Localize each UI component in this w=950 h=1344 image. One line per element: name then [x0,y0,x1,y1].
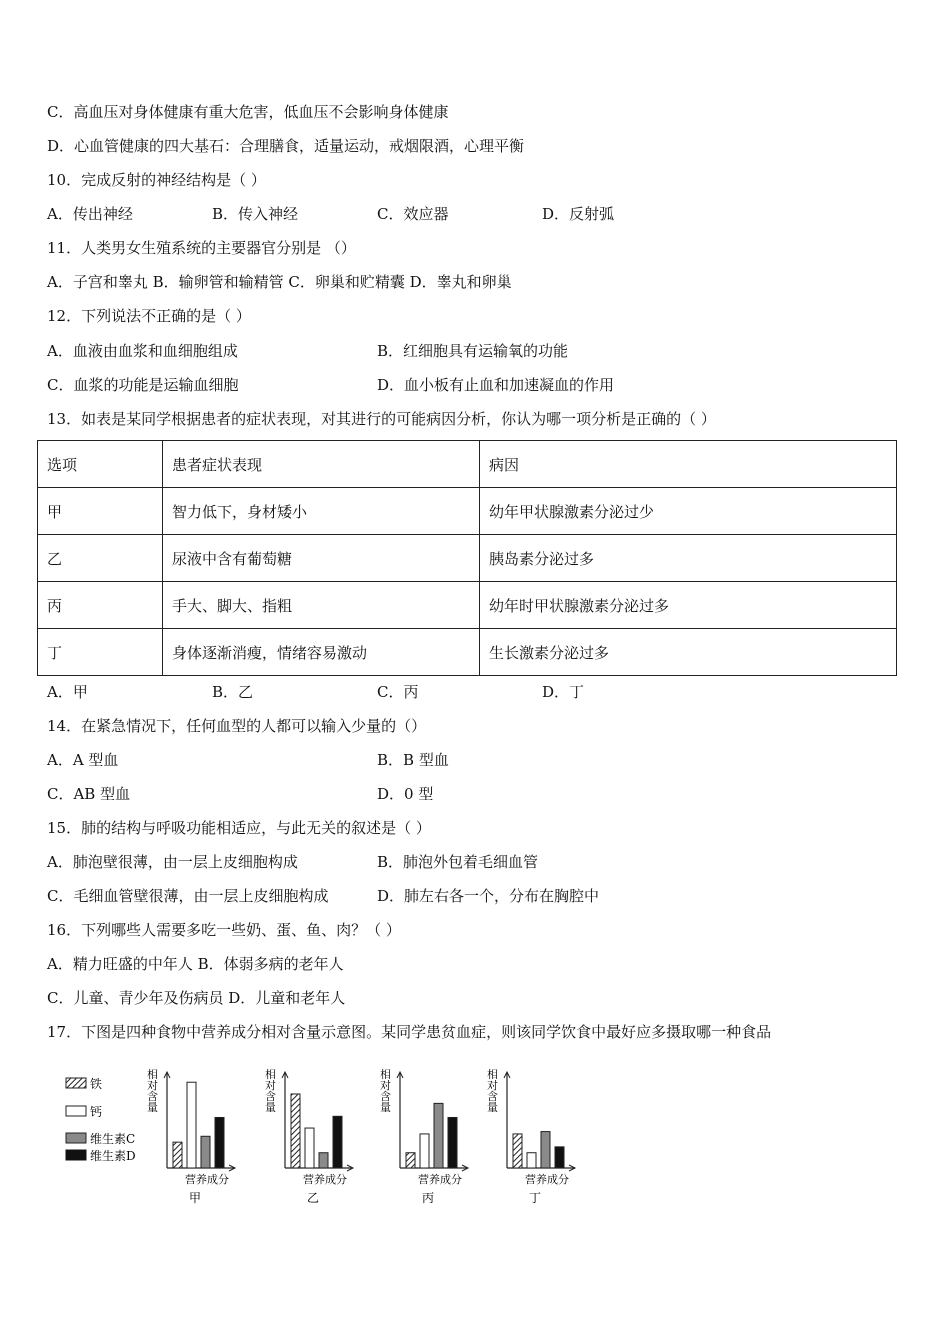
q13-option-c: C．丙 [377,683,419,701]
bar-iron [173,1142,182,1168]
table-cell: 丙 [38,582,163,629]
y-axis-label: 相对含量 [380,1068,391,1114]
q12-stem: 12．下列说法不正确的是（ ） [47,307,251,325]
table-cell: 生长激素分泌过多 [480,629,897,676]
q16-stem: 16．下列哪些人需要多吃一些奶、蛋、鱼、肉？（ ） [47,921,401,939]
q10-option-d: D．反射弧 [542,205,615,223]
q9-option-d: D．心血管健康的四大基石：合理膳食，适量运动，戒烟限酒，心理平衡 [47,137,525,155]
table-cell: 胰岛素分泌过多 [480,535,897,582]
q15-stem: 15．肺的结构与呼吸功能相适应，与此无关的叙述是（ ） [47,819,431,837]
q10-option-b: B．传入神经 [212,205,299,223]
legend-label: 钙 [90,1105,103,1119]
q11-stem: 11．人类男女生殖系统的主要器官分别是 （） [47,239,356,257]
table-row [38,629,897,676]
q17-stem: 17．下图是四种食物中营养成分相对含量示意图。某同学患贫血症，则该同学饮食中最好应多摄取哪一种食品 [47,1023,772,1041]
table-header-cell: 病因 [480,441,897,488]
chart-title: 丙 [422,1191,435,1205]
q16-options-ab: A．精力旺盛的中年人 B．体弱多病的老年人 [47,955,344,973]
bar-calcium [420,1134,429,1168]
table-row [38,582,897,629]
q15-option-c: C．毛细血管壁很薄，由一层上皮细胞构成 [47,887,329,905]
q15-option-a: A．肺泡壁很薄，由一层上皮细胞构成 [47,853,298,871]
q13-option-b: B．乙 [212,683,254,701]
q12-option-d: D．血小板有止血和加速凝血的作用 [377,376,615,394]
x-axis-label: 营养成分 [418,1173,462,1186]
y-axis-label: 相对含量 [487,1068,498,1114]
q14-option-a: A．A 型血 [47,751,119,769]
q12-option-a: A．血液由血浆和血细胞组成 [47,342,238,360]
q14-option-d: D．0 型 [377,785,434,803]
table-cell: 幼年时甲状腺激素分泌过多 [480,582,897,629]
x-axis-label: 营养成分 [303,1173,347,1186]
q13-table [37,440,897,676]
table-header-row [38,441,897,488]
q13-option-a: A．甲 [47,683,88,701]
bar-vitamin-d [555,1147,564,1168]
table-cell: 幼年甲状腺激素分泌过少 [480,488,897,535]
table-cell: 智力低下，身材矮小 [163,488,480,535]
legend-label: 维生素C [90,1132,136,1146]
q17-nutrition-charts [60,1060,620,1210]
q9-option-c: C．高血压对身体健康有重大危害，低血压不会影响身体健康 [47,103,449,121]
q15-option-b: B．肺泡外包着毛细血管 [377,853,539,871]
bar-vitamin-d [333,1116,342,1168]
bar-calcium [527,1153,536,1168]
legend-swatch-vitamin-d [66,1150,86,1160]
bar-vitamin-c [201,1136,210,1168]
legend-swatch-calcium [66,1106,86,1116]
legend-swatch-vitamin-c [66,1133,86,1143]
q14-option-c: C．AB 型血 [47,785,131,803]
bar-iron [513,1134,522,1168]
q13-stem: 13．如表是某同学根据患者的症状表现，对其进行的可能病因分析，你认为哪一项分析是正确的（ ） [47,410,716,428]
chart-title: 丁 [529,1191,542,1205]
bar-calcium [187,1082,196,1168]
bar-vitamin-c [541,1132,550,1168]
q16-options-cd: C．儿童、青少年及伤病员 D．儿童和老年人 [47,989,346,1007]
bar-vitamin-d [215,1117,224,1168]
table-cell: 尿液中含有葡萄糖 [163,535,480,582]
q15-option-d: D．肺左右各一个，分布在胸腔中 [377,887,600,905]
q10-stem: 10．完成反射的神经结构是（ ） [47,171,266,189]
bar-calcium [305,1128,314,1168]
table-row [38,535,897,582]
bar-vitamin-c [434,1103,443,1168]
table-cell: 甲 [38,488,163,535]
table-cell: 乙 [38,535,163,582]
legend [66,1076,136,1163]
bar-iron [406,1153,415,1168]
legend-label: 铁 [90,1077,103,1091]
q10-option-c: C．效应器 [377,205,449,223]
x-axis-label: 营养成分 [525,1173,569,1186]
x-axis-label: 营养成分 [185,1173,229,1186]
table-header-cell: 患者症状表现 [163,441,480,488]
q12-option-b: B．红细胞具有运输氧的功能 [377,342,569,360]
q14-stem: 14．在紧急情况下，任何血型的人都可以输入少量的（） [47,717,427,735]
q12-option-c: C．血浆的功能是运输血细胞 [47,376,239,394]
table-cell: 身体逐渐消瘦，情绪容易激动 [163,629,480,676]
legend-label: 维生素D [90,1149,136,1163]
q13-option-d: D．丁 [542,683,585,701]
table-cell: 丁 [38,629,163,676]
y-axis-label: 相对含量 [265,1068,276,1114]
y-axis-label: 相对含量 [147,1068,158,1114]
table-row [38,488,897,535]
table-cell: 手大、脚大、指粗 [163,582,480,629]
q14-option-b: B．B 型血 [377,751,449,769]
chart-title: 乙 [307,1191,320,1205]
bar-vitamin-d [448,1117,457,1168]
bar-vitamin-c [319,1153,328,1168]
q10-option-a: A．传出神经 [47,205,133,223]
table-header-cell: 选项 [38,441,163,488]
chart-title: 甲 [189,1191,202,1205]
bar-iron [291,1094,300,1168]
q11-options: A．子宫和睾丸 B．输卵管和输精管 C．卵巢和贮精囊 D．睾丸和卵巢 [47,273,512,291]
legend-swatch-iron [66,1078,86,1088]
